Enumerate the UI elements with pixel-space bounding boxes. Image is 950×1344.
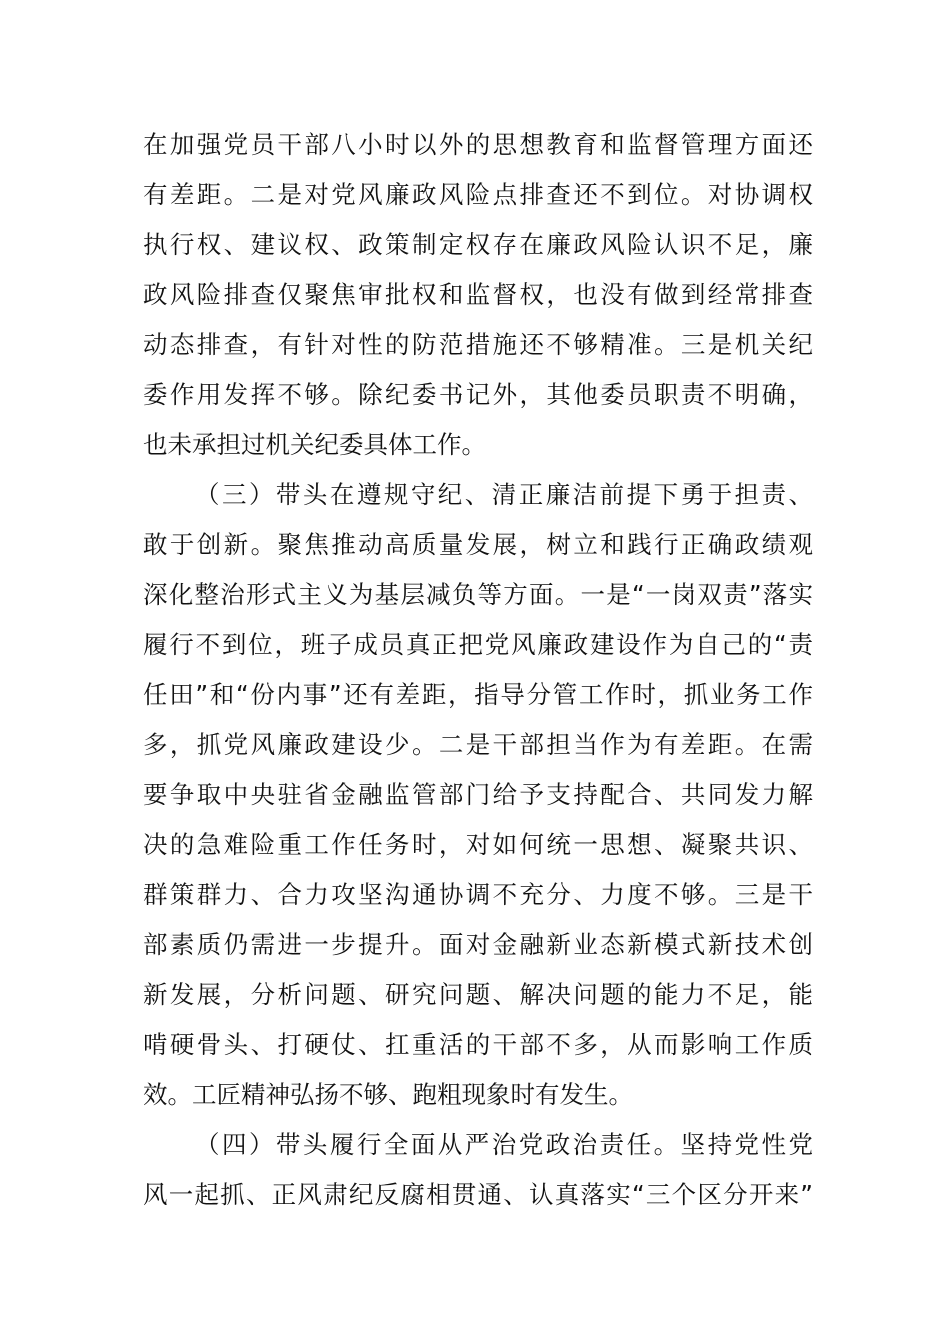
text-line: 啃硬骨头、打硬仗、扛重活的干部不多，从而影响工作质 <box>143 1030 813 1059</box>
text-line: 也未承担过机关纪委具体工作。 <box>143 430 486 459</box>
text-line: 任田”和“份内事”还有差距，指导分管工作时，抓业务工作 <box>143 680 813 709</box>
text-line: 履行不到位，班子成员真正把党风廉政建设作为自己的“责 <box>143 630 813 659</box>
text-line: 委作用发挥不够。除纪委书记外，其他委员职责不明确， <box>143 380 813 409</box>
text-line: 敢于创新。聚焦推动高质量发展，树立和践行正确政绩观 <box>143 530 813 559</box>
text-line: 有差距。二是对党风廉政风险点排查还不到位。对协调权 <box>143 180 813 209</box>
text-line: 深化整治形式主义为基层减负等方面。一是“一岗双责”落实 <box>143 580 813 609</box>
text-line: 风一起抓、正风肃纪反腐相贯通、认真落实“三个区分开来” <box>143 1180 813 1209</box>
document-body <box>143 120 813 1220</box>
text-line: 要争取中央驻省金融监管部门给予支持配合、共同发力解 <box>143 780 813 809</box>
text-line: 决的急难险重工作任务时，对如何统一思想、凝聚共识、 <box>143 830 813 859</box>
section-heading-line: （四）带头履行全面从严治党政治责任。坚持党性党 <box>195 1130 813 1159</box>
text-line: 新发展，分析问题、研究问题、解决问题的能力不足，能 <box>143 980 813 1009</box>
text-line: 群策群力、合力攻坚沟通协调不充分、力度不够。三是干 <box>143 880 813 909</box>
text-line: 多，抓党风廉政建设少。二是干部担当作为有差距。在需 <box>143 730 813 759</box>
text-line: 政风险排查仅聚焦审批权和监督权，也没有做到经常排查 <box>143 280 813 309</box>
text-line: 效。工匠精神弘扬不够、跑粗现象时有发生。 <box>143 1080 633 1109</box>
text-line: 执行权、建议权、政策制定权存在廉政风险认识不足，廉 <box>143 230 813 259</box>
text-line: 部素质仍需进一步提升。面对金融新业态新模式新技术创 <box>143 930 813 959</box>
text-line: 在加强党员干部八小时以外的思想教育和监督管理方面还 <box>143 130 813 159</box>
text-line: 动态排查，有针对性的防范措施还不够精准。三是机关纪 <box>143 330 813 359</box>
section-heading-line: （三）带头在遵规守纪、清正廉洁前提下勇于担责、 <box>195 480 813 509</box>
